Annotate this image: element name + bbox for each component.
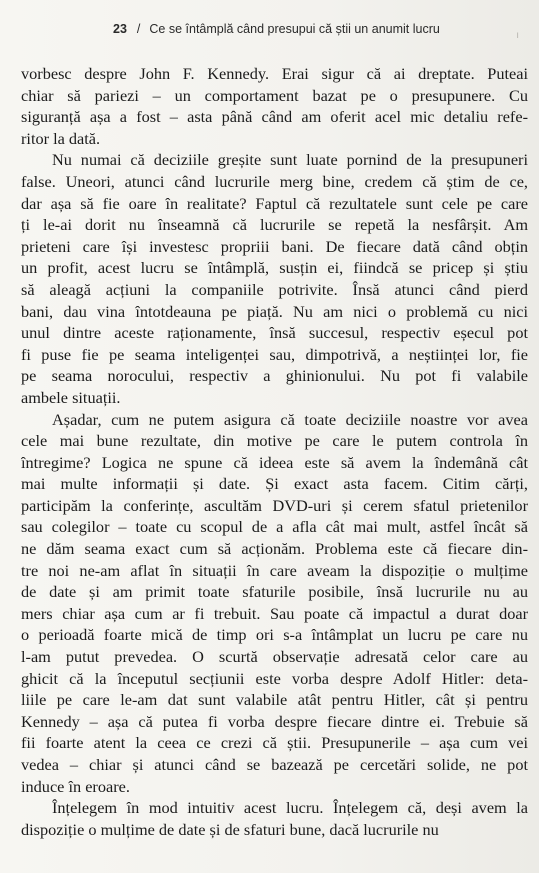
paragraph bbox=[21, 149, 528, 408]
chapter-title: Ce se întâmplă când presupui că știi un anumit lucru bbox=[149, 22, 440, 36]
text-line: induce în eroare. bbox=[21, 776, 130, 796]
text-line: tre noi ne-am aflat în situații în care aveam la dispoziție o mulțime bbox=[21, 560, 528, 580]
text-line: Kennedy – așa că putea fi vorba despre fiecare dintre ei. Trebuie să bbox=[21, 711, 528, 731]
text-line: fi puse fie pe seama inteligenței sau, dimpotrivă, a neștiinței lor, fie bbox=[21, 344, 528, 364]
text-line: dispoziție o mulțime de date și de sfaturi bune, dacă lucrurile nu bbox=[21, 819, 439, 839]
text-line: participăm la conferințe, ascultăm DVD-uri și cerem sfatul prietenilor bbox=[21, 495, 528, 515]
header-separator: / bbox=[136, 22, 141, 36]
text-line: mai multe informații și date. Și exact asta facem. Citim cărți, bbox=[21, 474, 528, 494]
text-line: vedea – chiar și atunci când se bazează pe cercetări solide, ne pot bbox=[21, 755, 528, 774]
text-line: întregime? Logica ne spune că ideea este să avem la îndemână cât bbox=[21, 452, 528, 472]
paragraph bbox=[21, 797, 528, 840]
text-line: Înțelegem în mod intuitiv acest lucru. Înțelegem că, deși avem la bbox=[52, 798, 528, 818]
text-line: un profit, acest lucru se întâmplă, susțin ei, fiindcă se pricep și știu bbox=[21, 258, 528, 278]
running-header bbox=[113, 22, 440, 36]
text-line: Așadar, cum ne putem asigura că toate deciziile noastre vor avea bbox=[52, 409, 528, 429]
text-line: unul dintre aceste raționamente, însă succesul, respectiv eșecul pot bbox=[21, 323, 528, 343]
text-line: false. Uneori, atunci când lucrurile merg bine, credem că știm de ce, bbox=[21, 171, 528, 191]
text-line: liile pe care le-am dat sunt valabile atât pentru Hitler, cât și pentru bbox=[21, 690, 528, 710]
text-line: de date și am primit toate sfaturile posibile, însă lucrurile nu au bbox=[21, 582, 528, 602]
text-line: vorbesc despre John F. Kennedy. Erai sigur că ai dreptate. Puteai bbox=[21, 64, 528, 83]
text-line: cele mai bune rezultate, din motive pe care le putem controla în bbox=[21, 431, 528, 451]
text-line: pe seama norocului, respectiv a ghinionului. Nu pot fi valabile bbox=[21, 366, 528, 386]
text-line: ambele situații. bbox=[21, 387, 121, 407]
paragraph bbox=[21, 409, 528, 798]
text-line: Nu numai că deciziile greșite sunt luate pornind de la presupuneri bbox=[52, 150, 528, 170]
text-line: să aleagă acțiuni la companiile potrivite. Însă atunci când pierd bbox=[21, 279, 528, 299]
text-line: prieteni care își investesc propriii bani. De fiecare dată când obțin bbox=[21, 236, 528, 256]
text-line: ți le-ai dorit nu înseamnă că lucrurile se repetă la nesfârșit. Am bbox=[21, 215, 528, 235]
text-line: chiar să pariezi – un comportament bazat pe o presupunere. Cu bbox=[21, 85, 528, 105]
text-line: ne dăm seama exact cum să acționăm. Problema este că fiecare din- bbox=[21, 539, 528, 559]
text-line: l-am putut prevedea. O scurtă observație adresată celor care au bbox=[21, 647, 528, 667]
paragraph bbox=[21, 63, 528, 149]
page-number: 23 bbox=[113, 22, 127, 36]
text-line: ghicit că la începutul secțiunii este vorba despre Adolf Hitler: deta- bbox=[21, 668, 528, 688]
text-line: mers chiar așa cum ar fi trebuit. Sau poate că impactul a durat doar bbox=[21, 603, 528, 623]
text-line: bani, dau vina întotdeauna pe piață. Nu am nici o problemă cu nici bbox=[21, 301, 528, 321]
text-line: ritor la dată. bbox=[21, 128, 101, 148]
page-corner-mark: ı bbox=[516, 30, 519, 41]
text-line: o perioadă foarte mică de timp ori s-a întâmplat un lucru pe care nu bbox=[21, 625, 528, 645]
text-line: dar așa să fie oare în realitate? Faptul că rezultatele sunt cele pe care bbox=[21, 193, 528, 213]
text-line: siguranță așa a fost – asta până când am oferit acel mic detaliu refe- bbox=[21, 107, 528, 127]
text-line: sau colegilor – toate cu scopul de a afla cât mai mult, astfel încât să bbox=[21, 517, 528, 537]
text-line: fii foarte atent la ceea ce crezi că știi. Presupunerile – așa cum vei bbox=[21, 733, 528, 753]
body-text bbox=[21, 63, 528, 840]
